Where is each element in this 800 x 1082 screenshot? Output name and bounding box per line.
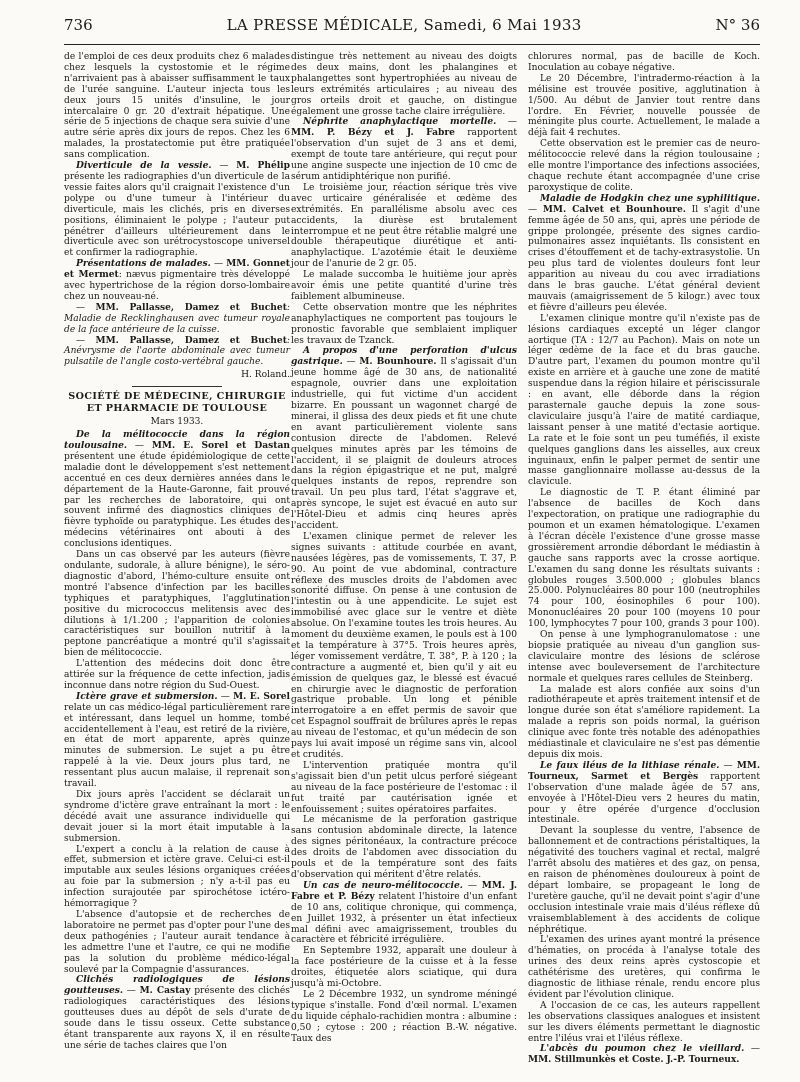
section-title: Ictère grave et submersion. — [76, 690, 218, 702]
section-title: Un cas de neuro-mélitococcie. — [303, 879, 463, 891]
paragraph: Clichés radiologiques de lésions goutteuses. — M. Castay présente des clichés radiologiques caractéristiques des lésions goutteuses dues au dépôt de sels d'urate de soude dans le tissu osseux. Cette substance étant transparente aux rayons X, il en résulte une série de taches claires que l'on — [64, 974, 290, 1051]
section-title: L'abcès du poumon chez le vieillard. — [540, 1043, 745, 1055]
page-header — [64, 16, 760, 42]
author-names: MM. Tourneux, Sarmet et Bergès — [528, 759, 760, 782]
section-title: Clichés radiologiques de lésions goutteuses. — [64, 974, 290, 997]
journal-title: LA PRESSE MÉDICALE, Samedi, 6 Mai 1933 — [226, 16, 582, 34]
paragraph-text: présentent une étude épidémiologique de cette maladie dont le développement s'est nettement accentué en ces deux dernières années dans le département de la Haute-Garonne, fait prouvé par les recherches de laboratoire, qui ont souvent infirmé des diagnostics cliniques de fièvre typhoïde ou paratyphique. Les études des médecins vétérinaires ont abouti à des conclusions identiques. — [64, 451, 290, 550]
session-date: Mars 1933. — [150, 417, 204, 428]
section-title: Néphrite anaphylactique mortelle. — [303, 116, 497, 128]
author-names: MM. Pallasse, Damez et Buchet — [95, 301, 287, 313]
paragraph: L'abcès du poumon chez le vieillard. — MM. Stillmunkès et Coste. J.-P. Tourneux. — [528, 1043, 760, 1066]
paragraph: Dans un cas observé par les auteurs (fièvre ondulante, sudorale, à allure bénigne), le séro-diagnostic d'abord, l'hémo-culture ensuite ont montré l'absence d'infection par les bacilles typhiques et paratyphiques, l'agglutination positive du micrococcus melitensis avec des dilutions à 1/1.200 ; l'apparition de colonies caractéristiques sur bouillon nutritif à la peptone pancréatique a montré qu'il s'agissait bien de mélitococcie. — [64, 550, 290, 659]
column-2 — [291, 52, 517, 1044]
paragraph: Maladie de Hodgkin chez une syphilitique. — MM. Calvet et Bounhoure. Il s'agit d'une femme âgée de 50 ans, qui, après une période de grippe prolongée, présente des signes cardio-pulmonaires assez inquiétants. Ils consistent en crises d'étouffement et de tachy-extrasystolie. Un peu plus tard de violentes douleurs font leur apparition au niveau du cou avec irradiations dans le bras gauche. L'état général devient mauvais (amaigrissement de 5 kilogr.) avec toux et fièvre d'ailleurs peu élevée. — [528, 192, 760, 313]
paragraph: de l'emploi de ces deux produits chez 6 malades chez lesquels la cystostomie et le régime n'arrivaient pas à abaisser suffisamment le taux de l'urée sanguine. L'auteur injecta tous les deux jours 15 unités d'insuline, le jour intercalaire 0 gr. 20 d'extrait hépatique. Une série de 5 injections de chaque sera suivie d'une autre série après dix jours de repos. Chez les 6 malades, la prostatectomie put être pratiquée sans complication. — [64, 52, 290, 161]
society-heading: SOCIÉTÉ DE MÉDECINE, CHIRURGIE ET PHARMACIE DE TOULOUSE — [68, 391, 286, 415]
author-names: MM. Gonnet et Mermet — [64, 258, 290, 281]
paragraph: distingue très nettement au niveau des doigts des deux mains, dont les phalangines et phalangettes sont hypertrophiées au niveau de leurs extrémités articulaires ; au niveau des gros orteils droit et gauche, on distingue également une grosse tache claire irrégulière. — [291, 52, 517, 117]
paragraph: chlorures normal, pas de bacille de Koch. Inoculation au cobaye négative. — [528, 52, 760, 73]
paragraph: On pense à une lymphogranulomatose : une biopsie pratiquée au niveau d'un ganglion sus-claviculaire montre des lésions de sclérose intense avec bouleversement de l'architecture normale et quelques rares cellules de Steinberg. — [528, 630, 760, 684]
signature: H. Roland. — [241, 370, 290, 381]
paragraph-text: Il s'agissait d'un jeune homme âgé de 30 ans, de nationalité espagnole, ouvrier dans une exploitation industrielle, qui fut victime d'un accident bizarre. En poussant un wagonnet chargé de minerai, il glissa des deux pieds et fit une chute en avant particulièrement violente sans contusion directe de l'abdomen. Relevé quelques minutes après par les témoins de l'accident, il se plaignit de douleurs atroces dans la région épigastrique et ne put, malgré quelques instants de repos, reprendre son travail. Un peu plus tard, l'état s'aggrave et, après syncope, le sujet est évacué en auto sur l'Hôtel-Dieu et admis cinq heures après l'accident. — [291, 357, 517, 531]
section-title: Maladie de Hodgkin chez une syphilitique. — [540, 192, 760, 204]
section-title: Diverticule de la vessie. — [76, 160, 212, 172]
paragraph: Le mécanisme de la perforation gastrique sans contusion abdominale directe, la latence des signes péritonéaux, la contracture précoce des droits de l'abdomen avec dissociation du pouls et de la température sont des faits d'observation qui méritent d'être relatés. — [291, 815, 517, 880]
paragraph: L'absence d'autopsie et de recherches de laboratoire ne permet pas d'opter pour l'une des deux pathogénies ; l'auteur aurait tendance à les admettre l'une et l'autre, ce qui ne modifie pas la solution du problème médico-légal soulevé par la Compagnie d'assurances. — [64, 909, 290, 975]
paragraph: Présentations de malades. — MM. Gonnet et Mermet: nævus pigmentaire très développé avec hypertrichose de la région dorso-lombaire chez un nouveau-né. — [64, 258, 291, 302]
paragraph: L'attention des médecins doit donc être attirée sur la fréquence de cette infection, jadis inconnue dans notre région du Sud-Ouest. — [64, 659, 290, 691]
section-title: Le faux iléus de la lithiase rénale. — [540, 759, 720, 771]
paragraph: L'expert a conclu à la relation de cause à effet, submersion et ictère grave. Celui-ci est-il imputable aux seules lésions organiques créées au foie par la submersion ; n'y a-t-il pas eu infection surajoutée par spirochétose ictéro-hémorragique ? — [64, 844, 290, 910]
paragraph: A l'occasion de ce cas, les auteurs rappellent les observations classiques analogues et insistent sur les divers éléments permettant le diagnostic entre l'iléus vrai et l'iléus réflexe. — [528, 1000, 760, 1044]
paragraph-text: rapportent l'observation d'un sujet de 3 ans et demi, exempt de toute tare antérieure, qui reçut pour une angine suspecte une injection de 10 cmc de sérum antidiphtérique non purifié. — [291, 128, 517, 182]
paragraph: A propos d'une perforation d'ulcus gastrique. — M. Bounhoure. Il s'agissait d'un jeune homme âgé de 30 ans, de nationalité espagnole, ouvrier dans une exploitation industrielle, qui fut victime d'un accident bizarre. En poussant un wagonnet chargé de minerai, il glissa des deux pieds et fit une chute en avant particulièrement violente sans contusion directe de l'abdomen. Relevé quelques minutes après par les témoins de l'accident, il se plaignit de douleurs atroces dans la région épigastrique et ne put, malgré quelques instants de repos, reprendre son travail. Un peu plus tard, l'état s'aggrave et, après syncope, le sujet est évacué en auto sur l'Hôtel-Dieu et admis cinq heures après l'accident. — [291, 345, 517, 531]
column-1 — [64, 52, 290, 1052]
paragraph-text: présente les radiographies d'un diverticule de la vessie faites alors qu'il craignait l'existence d'un polype ou d'une tumeur à l'intérieur du diverticule, mais les clichés, pris en diverses positions, éliminaient le polype ; l'auteur put pénétrer d'ailleurs ultérieurement dans le diverticule avec son urétrocystoscope universel et confirmer la radiographie. — [64, 171, 290, 259]
section-title: De la mélitococcie dans la région toulousaine. — [64, 429, 290, 451]
author-names: MM. E. Sorel et Dastan — [151, 440, 290, 451]
paragraph: Le 20 Décembre, l'intradermo-réaction à la mélisine est trouvée positive, agglutination à 1/500. Au début de Janvier tout rentre dans l'ordre. En Février, nouvelle poussée de méningite plus courte. Actuellement, le malade a déjà fait 4 rechutes. — [528, 73, 760, 139]
section-title: A propos d'une perforation d'ulcus gastrique. — [291, 345, 517, 368]
author-names: MM. Stillmunkès et Coste. — [528, 1054, 664, 1066]
paragraph: Un cas de neuro-mélitococcie. — MM. J. Fabre et P. Bézy relatent l'histoire d'un enfant de 10 ans, colitique chronique, qui commença, en Juillet 1932, à présenter un état infectieux mal défini avec amaigrissement, troubles du caractère et fébricité irrégulière. — [291, 879, 517, 946]
paragraph-text: : nævus pigmentaire très développé avec hypertrichose de la région dorso-lombaire chez un nouveau-né. — [64, 270, 291, 302]
paragraph: En Septembre 1932, apparaît une douleur à la face postérieure de la cuisse et à la fesse droites, étiquetée alors sciatique, qui dura jusqu'à mi-Octobre. — [291, 946, 517, 990]
paragraph: Diverticule de la vessie. — M. Phélip présente les radiographies d'un diverticule de la vessie faites alors qu'il craignait l'existence d'un polype ou d'une tumeur à l'intérieur du diverticule, mais les clichés, pris en diverses positions, éliminaient le polype ; l'auteur put pénétrer d'ailleurs ultérieurement dans le diverticule avec son urétrocystoscope universel et confirmer la radiographie. — [64, 160, 290, 259]
paragraph-text: Il s'agit d'une femme âgée de 50 ans, qui, après une période de grippe prolongée, présente des signes cardio-pulmonaires assez inquiétants. Ils consistent en crises d'étouffement et de tachy-extrasystolie. Un peu plus tard de violentes douleurs font leur apparition au niveau du cou avec irradiations dans le bras gauche. L'état général devient mauvais (amaigrissement de 5 kilogr.) avec toux et fièvre d'ailleurs peu élevée. — [528, 204, 760, 313]
author-names: M. E. Sorel — [233, 690, 290, 702]
paragraph: Néphrite anaphylactique mortelle. — MM. P. Bézy et J. Fabre rapportent l'observation d'un sujet de 3 ans et demi, exempt de toute tare antérieure, qui reçut pour une angine suspecte une injection de 10 cmc de sérum antidiphtérique non purifié. — [291, 116, 517, 182]
author-names: MM. Pallasse, Damez et Buchet — [95, 334, 287, 346]
paragraph: L'intervention pratiquée montra qu'il s'agissait bien d'un petit ulcus perforé siégeant au niveau de la face postérieure de l'estomac : il fut traité par cautérisation ignée et enfouissement ; suites opératoires parfaites. — [291, 760, 517, 815]
section-divider — [132, 386, 222, 387]
author-names: MM. Calvet et Bounhoure. — [542, 203, 686, 215]
paragraph: Le troisième jour, réaction sérique très vive avec urticaire généralisée et œdème des extrémités. En parallélisme absolu avec ces accidents, la diurèse est brutalement interrompue et ne peut être rétablie malgré une double thérapeutique diurétique et anti-anaphylactique. L'azotémie était le deuxième jour de l'anurie de 2 gr. 05. — [291, 182, 517, 270]
paragraph: Devant la souplesse du ventre, l'absence de ballonnement et de contractions péristaltiques, la négativité des touchers vaginal et rectal, malgré l'arrêt absolu des matières et des gaz, on pensa, en raison de phénomènes douloureux à point de départ lombaire, se propageant le long de l'uretère gauche, qu'il ne devait point s'agir d'une occlusion intestinale vraie mais d'iléus réflexe dû vraisemblablement à des accidents de colique néphrétique. — [528, 826, 760, 935]
paragraph: Ictère grave et submersion. — M. E. Sorel relate un cas médico-légal particulièrement rare et intéressant, dans lequel un homme, tombé accidentellement à l'eau, est retiré de la rivière, en état de mort apparente, après quinze minutes de submersion. Le sujet a pu être rappelé à la vie. Deux jours plus tard, ne ressentant plus aucun malaise, il reprenait son travail. — [64, 690, 290, 790]
paragraph: L'examen clinique permet de relever les signes suivants : attitude courbée en avant, nausées légères, pas de vomissements, T. 37, P. 90. Au point de vue abdominal, contracture réflexe des muscles droits de l'abdomen avec sonorité diffuse. On pense à une contusion de l'intestin ou à une appendicite. Le sujet est immobilisé avec glace sur le ventre et diète absolue. On l'examine toutes les trois heures. Au moment du deuxième examen, le pouls est à 100 et la température à 37°5. Trois heures après, léger vomissement verdâtre, T. 38°, P. à 120 ; la contracture a augmenté et, bien qu'il y ait eu émission de quelques gaz, le blessé est évacué en chirurgie avec le diagnostic de perforation gastrique probable. Un long et pénible interrogatoire a en effet permis de savoir que cet Espagnol souffrait de brûlures après le repas au niveau de l'estomac, et qu'un médecin de son pays lui avait imposé un régime sans vin, alcool et crudités. — [291, 531, 517, 760]
author-names: MM. P. Bézy et J. Fabre — [291, 127, 455, 139]
paragraph: Cette observation montre que les néphrites anaphylactiques ne comportent pas toujours le pronostic favorable que semblaient impliquer les travaux de Tzanck. — [291, 302, 517, 346]
paragraph-text: relatent l'histoire d'un enfant de 10 ans, colitique chronique, qui commença, en Juillet 1932, à présenter un état infectieux mal défini avec amaigrissement, troubles du caractère et fébricité irrégulière. — [291, 891, 517, 946]
paragraph: L'examen clinique montre qu'il n'existe pas de lésions cardiaques excepté un léger clangor aortique (TA : 12/7 au Pachon). Mais on note un léger œdème de la face et du bras gauche. D'autre part, l'examen du poumon montre qu'il existe en arrière et à gauche une zone de matité suspendue dans la région hilaire et périscissurale : en avant, elle déborde dans la région parasternale gauche depuis la zone sous-claviculaire jusqu'à l'aire de matité cardiaque, laissant penser à une matité d'ectasie aortique. La rate et le foie sont un peu tuméfiés, il existe quelques ganglions dans les aisselles, aux creux inguinaux, enfin le palper permet de sentir une masse ganglionnaire mollasse au-dessus de la clavicule. — [528, 313, 760, 488]
header-rule — [64, 44, 760, 45]
author-names: M. Castay — [139, 985, 191, 997]
paragraph-text: : Anévrysme de l'aorte abdominale avec tumeur pulsatile de l'angle costo-vertébral gauche. — [64, 335, 290, 368]
author-names: M. Bounhoure. — [359, 356, 437, 368]
paragraph-text: présente des clichés radiologiques caractéristiques des lésions goutteuses dues au dépôt de sels d'urate de soude dans le tissu osseux. Cette substance étant transparente aux rayons X, il en résulte une série de taches claires que l'on — [64, 986, 290, 1051]
paragraph: Le malade succomba le huitième jour après avoir émis une petite quantité d'urine très faiblement albumineuse. — [291, 270, 517, 302]
paragraph: Le diagnostic de T. P. étant éliminé par l'absence de bacilles de Koch dans l'expectoration, on pratique une radiographie du poumon et un examen hématologique. L'examen à l'écran décèle l'existence d'une grosse masse grossièrement arrondie débordant le médiastin à gauche sans rapports avec la crosse aortique. L'examen du sang donne les résultats suivants : globules rouges 3.500.000 ; globules blancs 25.000. Polynucléaires 80 pour 100 (neutrophiles 74 pour 100, éosinophiles 6 pour 100). Mononucléaires 20 pour 100 (moyens 10 pour 100, lymphocytes 7 pour 100, grands 3 pour 100). — [528, 488, 760, 630]
page-number: 736 — [64, 16, 93, 34]
author-names: M. Phélip — [236, 160, 290, 172]
paragraph: Le 2 Décembre 1932, un syndrome méningé typique s'installe. Fond d'œil normal. L'examen du liquide céphalo-rachidien montra : albumine : 0,50 ; cytose : 200 ; réaction B.-W. négative. Taux des — [291, 989, 517, 1044]
paragraph-text: relate un cas médico-légal particulièrement rare et intéressant, dans lequel un homme, tombé accidentellement à l'eau, est retiré de la rivière, en état de mort apparente, après quinze minutes de submersion. Le sujet a pu être rappelé à la vie. Deux jours plus tard, ne ressentant plus aucun malaise, il reprenait son travail. — [64, 702, 290, 790]
paragraph: Le faux iléus de la lithiase rénale. — MM. Tourneux, Sarmet et Bergès rapportent l'observation d'une malade âgée de 57 ans, envoyée à l'Hôtel-Dieu vers 2 heures du matin, pour y être opérée d'urgence d'occlusion intestinale. — [528, 759, 760, 826]
paragraph-text: rapportent l'observation d'une malade âgée de 57 ans, envoyée à l'Hôtel-Dieu vers 2 heures du matin, pour y être opérée d'urgence d'occlusion intestinale. — [528, 771, 760, 826]
paragraph: — MM. Pallasse, Damez et Buchet: Maladie de Recklinghausen avec tumeur royale de la face antérieure de la cuisse. — [64, 301, 290, 335]
paragraph: — MM. Pallasse, Damez et Buchet: Anévrysme de l'aorte abdominale avec tumeur pulsatile de l'angle costo-vertébral gauche. — [64, 334, 290, 368]
paragraph: De la mélitococcie dans la région toulousaine. — MM. E. Sorel et Dastan présentent une étude épidémiologique de cette maladie dont le développement s'est nettement accentué en ces deux dernières années dans le département de la Haute-Garonne, fait prouvé par les recherches de laboratoire, qui ont souvent infirmé des diagnostics cliniques de fièvre typhoïde ou paratyphique. Les études des médecins vétérinaires ont abouti à des conclusions identiques. — [64, 429, 290, 550]
column-3 — [528, 52, 760, 1066]
paragraph: Dix jours après l'accident se déclarait un syndrome d'ictère grave entraînant la mort : le décédé avait une assurance individuelle qui devait jouer si la mort était imputable à la submersion. — [64, 790, 290, 844]
section-title: Présentations de malades. — [76, 258, 211, 270]
paragraph: La malade est alors confiée aux soins d'un radiothérapeute et après traitement intensif et de longue durée son état s'améliore rapidement. La malade a repris son poids normal, la guérison clinique avec fonte très notable des adénopathies médiastinale et claviculaire ne s'est pas démentie depuis dix mois. — [528, 684, 760, 760]
signature: J.-P. Tourneux. — [666, 1054, 740, 1066]
paragraph: Cette observation est le premier cas de neuro-mélitococcie relevé dans la région toulousaine ; elle montre l'importance des infections associées, chaque rechute étant accompagnée d'une crise paroxystique de colite. — [528, 139, 760, 193]
paragraph-text: : Maladie de Recklinghausen avec tumeur royale de la face antérieure de la cuisse. — [64, 302, 290, 335]
paragraph: L'examen des urines ayant montré la présence d'hématies, on procéda à l'analyse totale des urines des deux reins après cystoscopie et cathétérisme des uretères, qui confirma le diagnostic de lithiase rénale, rendu encore plus évident par l'évolution clinique. — [528, 935, 760, 1000]
author-names: MM. J. Fabre et P. Bézy — [291, 879, 517, 902]
issue-number: N° 36 — [715, 16, 760, 34]
